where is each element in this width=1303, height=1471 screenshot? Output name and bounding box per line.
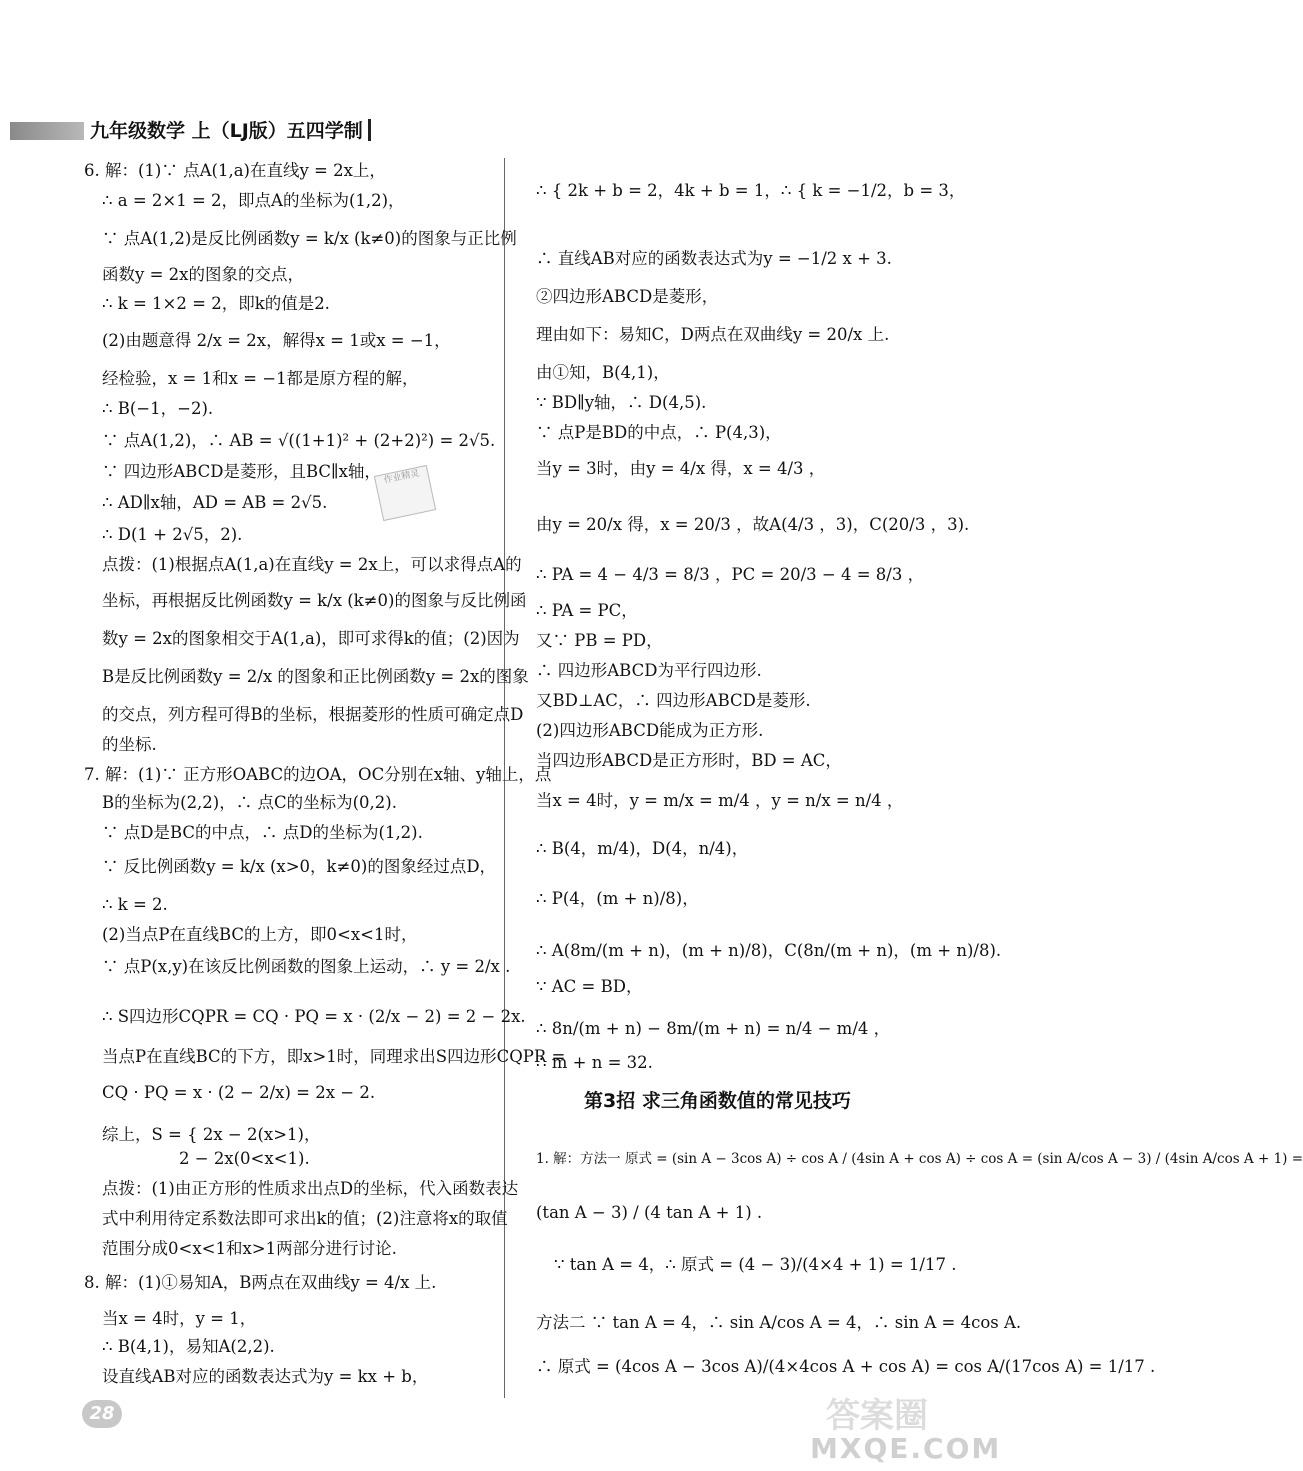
q6-line: ∴ AD∥x轴，AD = AB = 2√5. <box>102 493 328 512</box>
q7-line: (2)当点P在直线BC的上方，即0<x<1时， <box>102 925 418 944</box>
section-title: 第3招 求三角函数值的常见技巧 <box>584 1090 851 1112</box>
q7-line: ∵ 点D是BC的中点，∴ 点D的坐标为(1,2). <box>102 823 423 842</box>
page-number: 28 <box>82 1400 122 1428</box>
q6-line: 函数y = 2x的图象的交点， <box>102 265 304 284</box>
q1-line: ∵ tan A = 4，∴ 原式 = (4 − 3)/(4×4 + 1) = 1/17 . <box>554 1255 957 1274</box>
q1-line: ∴ 原式 = (4cos A − 3cos A)/(4×4cos A + cos A) = cos A/(17cos A) = 1/17 . <box>536 1357 1156 1376</box>
q6-hint-line: B是反比例函数y = 2/x 的图象和正比例函数y = 2x的图象 <box>102 667 529 686</box>
book-title: 九年级数学 上（LJ版）五四学制 <box>90 120 363 142</box>
q8-line: 设直线AB对应的函数表达式为y = kx + b， <box>102 1367 429 1386</box>
q8-line: ∴ B(4,1)，易知A(2,2). <box>102 1337 275 1356</box>
q8-line: 8. 解：(1)①易知A，B两点在双曲线y = 4/x 上. <box>84 1273 437 1292</box>
header-decor-bar <box>10 122 84 140</box>
q7-line: 7. 解：(1)∵ 正方形OABC的边OA，OC分别在x轴、y轴上，点 <box>84 765 552 784</box>
q8-line: ∵ 点P是BD的中点，∴ P(4,3)， <box>536 423 782 442</box>
q7-line: ∵ 点P(x,y)在该反比例函数的图象上运动，∴ y = 2/x . <box>102 957 511 976</box>
q8-line: 理由如下：易知C，D两点在双曲线y = 20/x 上. <box>536 325 890 344</box>
q6-hint-line: 的交点，列方程可得B的坐标，根据菱形的性质可确定点D <box>102 705 524 724</box>
q6-line: ∵ 四边形ABCD是菱形，且BC∥x轴， <box>102 462 381 481</box>
q7-hint-line: 式中利用待定系数法即可求出k的值；(2)注意将x的取值 <box>102 1209 508 1228</box>
q8-line: 由y = 20/x 得，x = 20/3 ，故A(4/3 ，3)，C(20/3 ，3). <box>536 515 970 534</box>
q6-line: 6. 解：(1)∵ 点A(1,a)在直线y = 2x上， <box>84 161 386 180</box>
q6-line: ∵ 点A(1,2)，∴ AB = √((1+1)² + (2+2)²) = 2√5. <box>102 431 496 450</box>
q8-line: ∴ B(4，m/4)，D(4，n/4)， <box>536 839 749 858</box>
q7-line: 综上，S = { 2x − 2(x>1)， <box>102 1125 321 1144</box>
q8-line: 当y = 3时，由y = 4/x 得，x = 4/3 ， <box>536 459 826 478</box>
q7-line: 当点P在直线BC的下方，即x>1时，同理求出S四边形CQPR = <box>102 1047 566 1066</box>
q8-line: ∴ 8n/(m + n) − 8m/(m + n) = n/4 − m/4 ， <box>536 1019 891 1038</box>
q8-line: ②四边形ABCD是菱形， <box>536 287 719 306</box>
q8-line: ∴ 四边形ABCD为平行四边形. <box>536 661 762 680</box>
q8-line: ∴ 直线AB对应的函数表达式为y = −1/2 x + 3. <box>536 249 892 268</box>
q1-line: (tan A − 3) / (4 tan A + 1) . <box>536 1203 763 1222</box>
q8-line: 又∵ PB = PD， <box>536 631 663 650</box>
stamp-watermark: 作业精灵 <box>374 465 436 521</box>
q8-line: ∵ AC = BD， <box>536 977 643 996</box>
q6-hint-line: 的坐标. <box>102 735 157 754</box>
q8-line: ∴ A(8m/(m + n)，(m + n)/8)，C(8n/(m + n)，(m + n)/8). <box>536 941 1002 960</box>
watermark-logo: 答案圈 <box>826 1396 928 1436</box>
header-rule <box>368 119 371 141</box>
q8-line: 当x = 4时，y = m/x = m/4 ，y = n/x = n/4 ， <box>536 791 904 810</box>
q6-line: 经检验，x = 1和x = −1都是原方程的解， <box>102 369 419 388</box>
q6-hint-line: 坐标，再根据反比例函数y = k/x (k≠0)的图象与反比例函 <box>102 591 527 610</box>
q8-line: ∴ m + n = 32. <box>536 1053 653 1072</box>
q6-hint-line: 数y = 2x的图象相交于A(1,a)，即可求得k的值；(2)因为 <box>102 629 520 648</box>
q6-line: ∴ B(−1，−2). <box>102 399 214 418</box>
q8-line: (2)四边形ABCD能成为正方形. <box>536 721 764 740</box>
q8-line: ∵ BD∥y轴，∴ D(4,5). <box>536 393 707 412</box>
q6-hint-line: 点拨：(1)根据点A(1,a)在直线y = 2x上，可以求得点A的 <box>102 555 522 574</box>
q8-line: ∴ { 2k + b = 2，4k + b = 1，∴ { k = −1/2，b = 3， <box>536 181 966 200</box>
q8-line: 当x = 4时，y = 1， <box>102 1309 257 1328</box>
q8-line: ∴ PA = PC， <box>536 601 638 620</box>
q8-line: ∴ PA = 4 − 4/3 = 8/3 ，PC = 20/3 − 4 = 8/3 ， <box>536 565 925 584</box>
q6-line: (2)由题意得 2/x = 2x，解得x = 1或x = −1， <box>102 331 451 350</box>
watermark-site: MXQE.COM <box>810 1432 1002 1465</box>
q7-hint-line: 范围分成0<x<1和x>1两部分进行讨论. <box>102 1239 397 1258</box>
q1-line: 1. 解：方法一 原式 = (sin A − 3cos A) ÷ cos A / (4sin A + cos A) ÷ cos A = (sin A/cos A − 3) / (4sin A/cos A + 1) = <box>536 1151 1303 1167</box>
q6-line: ∵ 点A(1,2)是反比例函数y = k/x (k≠0)的图象与正比例 <box>102 229 517 248</box>
q7-line: CQ · PQ = x · (2 − 2/x) = 2x − 2. <box>102 1083 376 1102</box>
q7-line: B的坐标为(2,2)，∴ 点C的坐标为(0,2). <box>102 793 397 812</box>
q8-line: 由①知，B(4,1)， <box>536 363 670 382</box>
q6-line: ∴ D(1 + 2√5，2). <box>102 525 243 544</box>
q6-line: ∴ k = 1×2 = 2，即k的值是2. <box>102 294 330 313</box>
q8-line: ∴ P(4，(m + n)/8)， <box>536 889 699 908</box>
q1-line: 方法二 ∵ tan A = 4，∴ sin A/cos A = 4，∴ sin A = 4cos A. <box>536 1313 1022 1332</box>
q7-line: ∴ k = 2. <box>102 895 168 914</box>
q7-line: 2 − 2x(0<x<1). <box>179 1149 310 1168</box>
q7-line: ∵ 反比例函数y = k/x (x>0，k≠0)的图象经过点D， <box>102 857 497 876</box>
q8-line: 又BD⊥AC，∴ 四边形ABCD是菱形. <box>536 691 811 710</box>
q7-line: ∴ S四边形CQPR = CQ · PQ = x · (2/x − 2) = 2 − 2x. <box>102 1007 526 1026</box>
q6-line: ∴ a = 2×1 = 2，即点A的坐标为(1,2)， <box>102 191 405 210</box>
q7-hint-line: 点拨：(1)由正方形的性质求出点D的坐标，代入函数表达 <box>102 1179 519 1198</box>
q8-line: 当四边形ABCD是正方形时，BD = AC， <box>536 751 842 770</box>
